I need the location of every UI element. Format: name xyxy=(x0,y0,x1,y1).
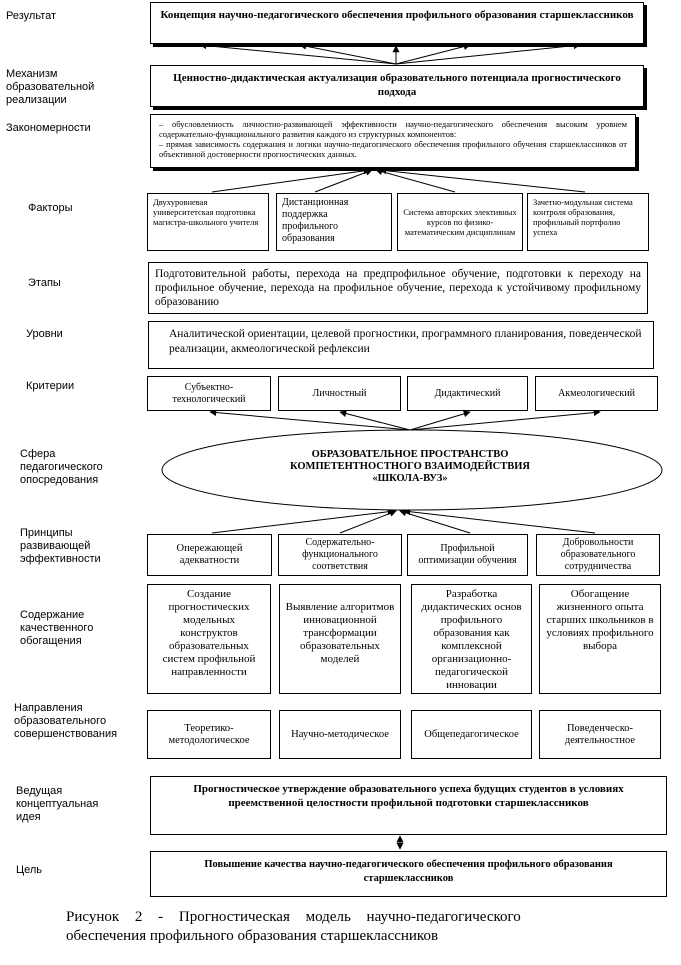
principle-box-3: Профильной оптимизации обучения xyxy=(407,534,528,576)
content-box-2: Выявление алгоритмов инновационной трансформации образовательных моделей xyxy=(279,584,401,694)
caption-line-2: обеспечения профильного образования старшеклассников xyxy=(66,928,439,944)
laws-line-1: – обусловленность личностно-развивающей эффективности научно-педагогического обеспечения высоким уровнем содержательно-функционального развития каждого из структурных компонентов: xyxy=(159,119,627,139)
result-box: Концепция научно-педагогического обеспечения профильного образования старшеклассников xyxy=(150,2,644,44)
factor-box-2: Дистанционная поддержка профильного образования xyxy=(276,193,392,251)
label-principles: Принципы развивающей эффективности xyxy=(20,527,101,565)
factor-box-3: Система авторских элективных курсов по физико-математическим дисциплинам xyxy=(397,193,523,251)
criterion-box-4: Акмеологический xyxy=(535,376,658,411)
label-stages: Этапы xyxy=(28,277,61,289)
criterion-box-2: Личностный xyxy=(278,376,401,411)
direction-box-1: Теоретико-методологическое xyxy=(147,710,271,759)
label-directions: Направления образовательного совершенствования xyxy=(14,702,118,740)
direction-box-3: Общепедагогическое xyxy=(411,710,532,759)
levels-box: Аналитической ориентации, целевой прогностики, программного планирования, поведенческой реализации, акмеологической рефлексии xyxy=(148,321,654,369)
direction-box-4: Поведенческо-деятельностное xyxy=(539,710,661,759)
laws-box xyxy=(150,114,636,168)
criterion-box-3: Дидактический xyxy=(407,376,528,411)
direction-box-2: Научно-методическое xyxy=(279,710,401,759)
laws-line-2: – прямая зависимость содержания и логики научно-педагогического обеспечения профильного обучения старшеклассников от объективной достоверности прогностических данных. xyxy=(159,139,627,159)
factor-box-1: Двухуровневая университетская подготовка магистра-школьного учителя xyxy=(147,193,269,251)
figure-caption xyxy=(66,908,666,946)
stages-box: Подготовительной работы, перехода на предпрофильное обучение, подготовки к переходу на профильное обучение, перехода на профильное обучение, перехода к устойчивому профильному образованию xyxy=(148,262,648,314)
sphere-ellipse-text xyxy=(170,449,650,485)
label-leading-idea: Ведущая концептуальная идея xyxy=(16,785,99,823)
caption-line-1: Рисунок 2 - Прогностическая модель научно-педагогического xyxy=(66,909,521,925)
content-box-4: Обогащение жизненного опыта старших школьников в условиях профильного выбора xyxy=(539,584,661,694)
label-factors: Факторы xyxy=(28,202,73,214)
label-mechanism: Механизм образовательной реализации xyxy=(6,68,95,106)
principle-box-1: Опережающей адекватности xyxy=(147,534,272,576)
principle-box-2: Содержательно-функционального соответствия xyxy=(278,534,402,576)
label-sphere: Сфера педагогического опосредования xyxy=(20,448,103,486)
label-levels: Уровни xyxy=(26,328,63,340)
leading-idea-box: Прогностическое утверждение образовательного успеха будущих студентов в условиях преемственной целостности профильной подготовки старшеклассников xyxy=(150,776,667,835)
content-box-1: Создание прогностических модельных конструктов образовательных систем профильной направленности xyxy=(147,584,271,694)
ellipse-line-2: КОМПЕТЕНТНОСТНОГО ВЗАИМОДЕЙСТВИЯ xyxy=(290,461,530,472)
mechanism-box: Ценностно-дидактическая актуализация образовательного потенциала прогностического подхода xyxy=(150,65,644,107)
label-goal: Цель xyxy=(16,864,43,876)
content-box-3: Разработка дидактических основ профильного образования как комплексной организационно-педагогической инновации xyxy=(411,584,532,694)
factor-box-4: Зачетно-модульная система контроля образования, профильный портфолио успеха xyxy=(527,193,649,251)
goal-box: Повышение качества научно-педагогического обеспечения профильного образования старшеклассников xyxy=(150,851,667,897)
label-result: Результат xyxy=(6,10,57,22)
label-laws: Закономерности xyxy=(6,122,91,134)
label-criteria: Критерии xyxy=(26,380,75,392)
principle-box-4: Добровольности образовательного сотрудничества xyxy=(536,534,660,576)
ellipse-line-3: «ШКОЛА-ВУЗ» xyxy=(372,473,448,484)
criterion-box-1: Субъектно-технологический xyxy=(147,376,271,411)
ellipse-line-1: ОБРАЗОВАТЕЛЬНОЕ ПРОСТРАНСТВО xyxy=(311,449,509,460)
label-content: Содержание качественного обогащения xyxy=(20,609,94,647)
